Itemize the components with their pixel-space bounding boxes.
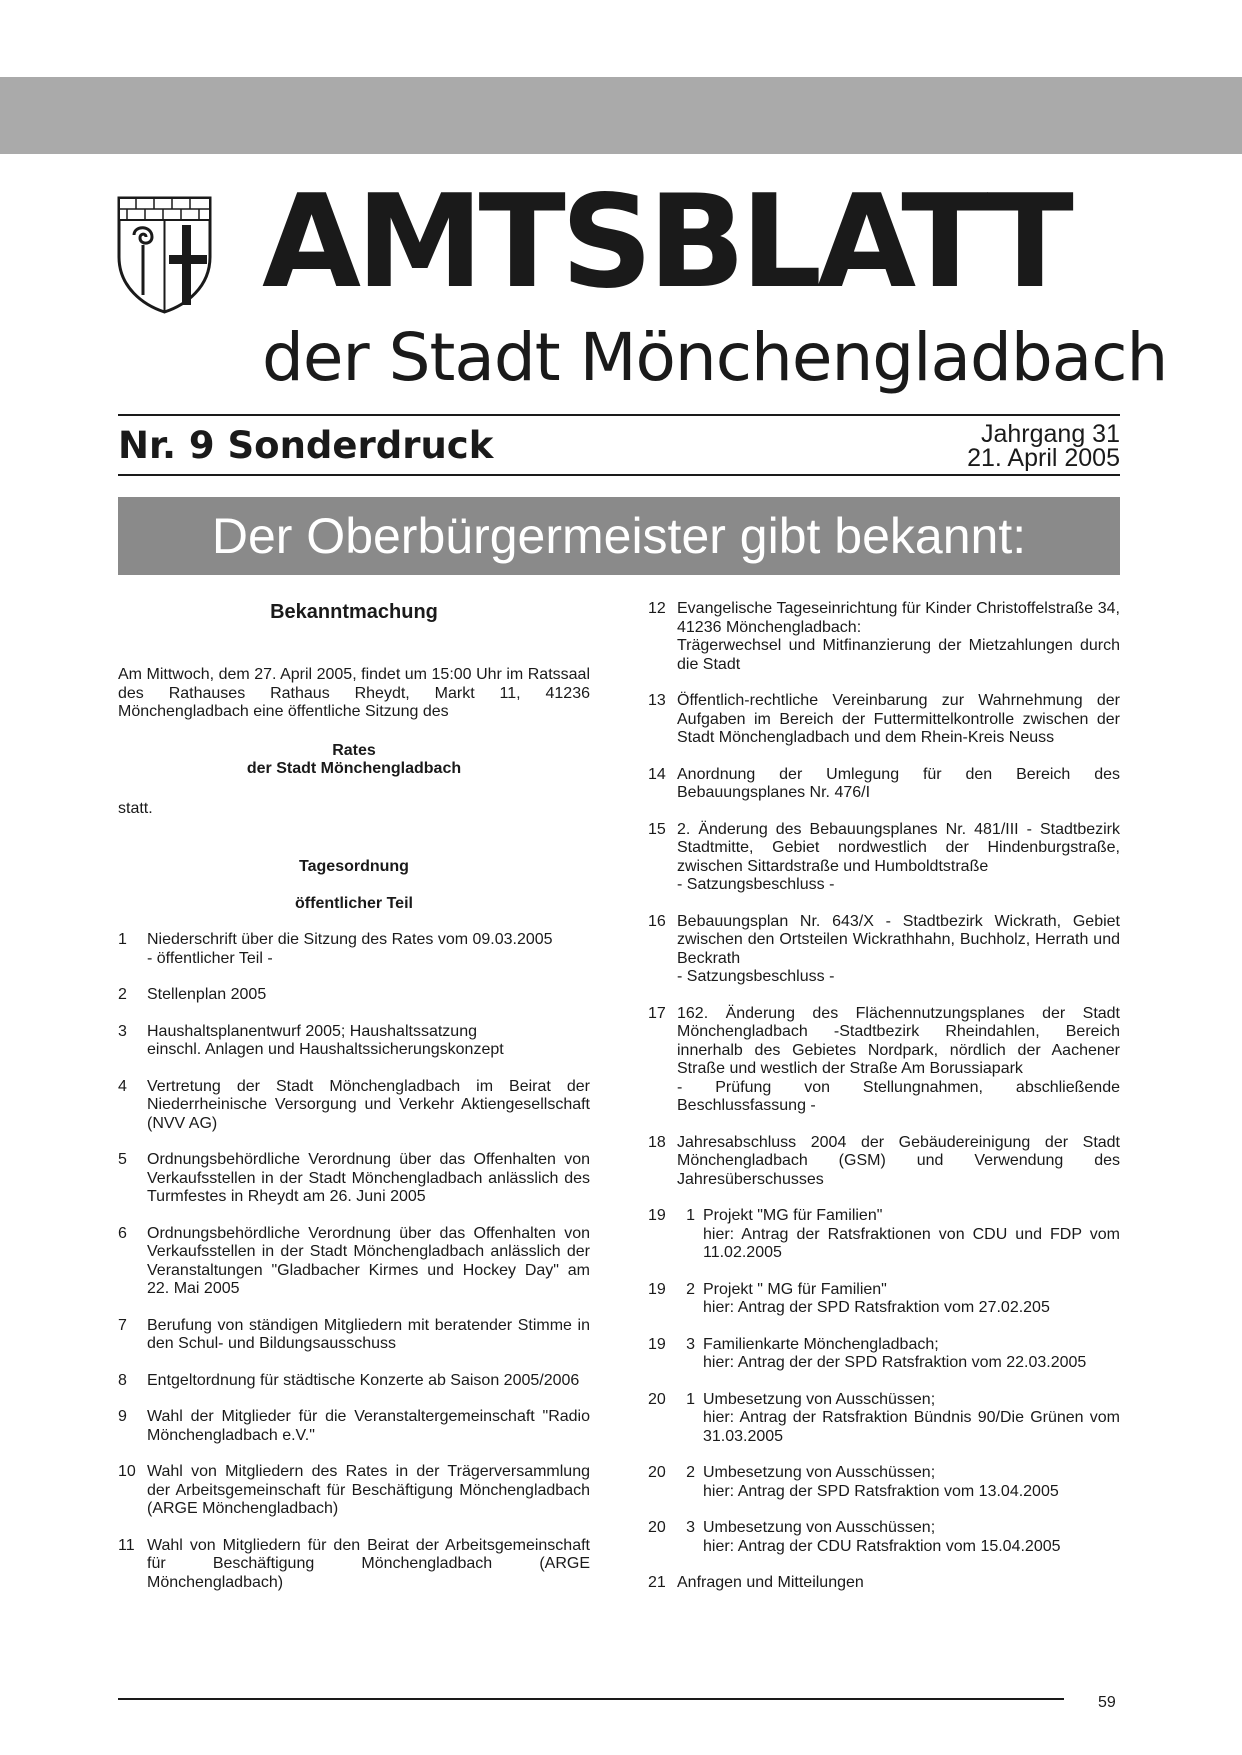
agenda-item-body xyxy=(677,1464,1120,1501)
agenda-item-number: 20 xyxy=(648,1390,666,1408)
city-crest-icon xyxy=(116,195,213,315)
agenda-item-number: 3 xyxy=(118,1022,127,1040)
agenda-item-body xyxy=(677,1391,1120,1447)
agenda-item-body xyxy=(677,1281,1120,1318)
agenda-item-title: Haushaltsplanentwurf 2005; Haushaltssatzung xyxy=(147,1022,477,1040)
agenda-item xyxy=(648,821,1120,895)
agenda-subitem-body xyxy=(703,1207,1120,1263)
agenda-item xyxy=(118,1151,590,1207)
page-number: 59 xyxy=(1098,1694,1116,1711)
agenda-item-title: Familienkarte Mönchengladbach; xyxy=(703,1335,939,1353)
agenda-item xyxy=(118,1225,590,1299)
council-line-2: der Stadt Mönchengladbach xyxy=(246,760,462,777)
agenda-item-title: Ordnungsbehördliche Verordnung über das Offenhalten von Verkaufsstellen in der Stadt Mönchengladbach anlässlich der Veranstaltungen "Gladbacher Kirmes und Hockey Day" am 22. Mai 2005 xyxy=(147,1224,590,1297)
agenda-item-title: Umbesetzung von Ausschüssen; xyxy=(703,1390,936,1408)
agenda-item-number: 19 xyxy=(648,1280,666,1298)
agenda-item-title: Projekt " MG für Familien" xyxy=(703,1280,887,1298)
agenda-item-detail: Trägerwechsel und Mitfinanzierung der Mietzahlungen durch die Stadt xyxy=(677,637,1120,673)
agenda-item-number: 2 xyxy=(118,986,127,1003)
agenda-item-title: Wahl der Mitglieder für die Veranstaltergemeinschaft "Radio Mönchengladbach e.V." xyxy=(147,1408,590,1444)
agenda-subitem-number: 1 xyxy=(686,1390,695,1408)
agenda-item-detail: hier: Antrag der SPD Ratsfraktion vom 27.02.205 xyxy=(703,1299,1050,1316)
agenda-subitem-number: 3 xyxy=(686,1335,695,1353)
masthead-title: AMTSBLATT xyxy=(262,168,1069,317)
agenda-item-title: Entgeltordnung für städtische Konzerte ab Saison 2005/2006 xyxy=(147,1371,580,1389)
agenda-subitem-body xyxy=(703,1336,1120,1373)
agenda-item xyxy=(118,1537,590,1593)
agenda-item-body xyxy=(147,1408,590,1445)
agenda-item-title: Anfragen und Mitteilungen xyxy=(677,1574,864,1591)
agenda-item-body xyxy=(677,1134,1120,1190)
agenda-item-body xyxy=(677,600,1120,674)
agenda-item xyxy=(648,1519,1120,1556)
agenda-item-body xyxy=(677,1207,1120,1263)
agenda-item-title: Evangelische Tageseinrichtung für Kinder Christoffelstraße 34, 41236 Mönchengladbach: xyxy=(677,600,1120,636)
agenda-item xyxy=(648,1281,1120,1318)
agenda-item-number: 14 xyxy=(648,765,666,783)
agenda-item-body xyxy=(147,1463,590,1519)
volume: Jahrgang 31 xyxy=(980,420,1120,448)
agenda-subitem-body xyxy=(703,1464,1120,1501)
agenda-item-number: 20 xyxy=(648,1519,666,1536)
agenda-item-number: 6 xyxy=(118,1224,127,1242)
top-gray-bar xyxy=(0,77,1242,154)
agenda-subitem-number: 2 xyxy=(686,1464,695,1481)
agenda-item-body xyxy=(677,913,1120,987)
agenda-item xyxy=(648,1391,1120,1447)
agenda-item-detail: - Satzungsbeschluss - xyxy=(677,876,835,893)
agenda-heading: Tagesordnung xyxy=(299,858,409,875)
issue-number: Nr. 9 Sonderdruck xyxy=(118,424,494,467)
agenda-item-number: 20 xyxy=(648,1464,666,1481)
issue-date: 21. April 2005 xyxy=(967,444,1120,472)
agenda-item xyxy=(648,1336,1120,1373)
statt-text: statt. xyxy=(118,799,153,817)
agenda-item-title: Projekt "MG für Familien" xyxy=(703,1207,883,1224)
agenda-item-title: Öffentlich-rechtliche Vereinbarung zur Wahrnehmung der Aufgaben im Bereich der Futtermittelkontrolle zwischen der Stadt Mönchengladbach und dem Rhein-Kreis Neuss xyxy=(677,692,1120,746)
agenda-item-title: Umbesetzung von Ausschüssen; xyxy=(703,1464,936,1481)
agenda-item-body xyxy=(147,1317,590,1354)
agenda-item xyxy=(648,1005,1120,1116)
agenda-item-number: 15 xyxy=(648,820,666,838)
agenda-item xyxy=(648,913,1120,987)
agenda-item-number: 17 xyxy=(648,1004,666,1022)
agenda-item xyxy=(648,1207,1120,1263)
agenda-item-detail: einschl. Anlagen und Haushaltssicherungskonzept xyxy=(147,1041,504,1058)
agenda-item-detail: hier: Antrag der CDU Ratsfraktion vom 15.04.2005 xyxy=(703,1537,1061,1555)
issue-meta xyxy=(967,422,1120,470)
notice-heading: Bekanntmachung xyxy=(270,601,438,623)
agenda-item-title: 162. Änderung des Flächennutzungsplanes der Stadt Mönchengladbach -Stadtbezirk Rheindahlen, Bereich innerhalb des Gebietes Nordpark, nördlich der Aachener Straße und westlich der Straße Am Borussiapark xyxy=(677,1004,1120,1077)
agenda-item-title: Ordnungsbehördliche Verordnung über das Offenhalten von Verkaufsstellen in der Stadt Mönchengladbach anlässlich des Turmfestes in Rheydt am 26. Juni 2005 xyxy=(147,1151,590,1205)
agenda-item xyxy=(648,1134,1120,1190)
agenda-item-body xyxy=(677,1519,1120,1556)
agenda-subitem-body xyxy=(703,1519,1120,1556)
agenda-item-body xyxy=(677,821,1120,895)
agenda-item xyxy=(118,1023,590,1060)
council-line-1: Rates xyxy=(332,741,376,759)
agenda-item xyxy=(118,986,590,1005)
agenda-item-title: Berufung von ständigen Mitgliedern mit beratender Stimme in den Schul- und Bildungsausschuss xyxy=(147,1316,590,1352)
agenda-item xyxy=(118,1463,590,1519)
agenda-item xyxy=(648,600,1120,674)
notice-intro: Am Mittwoch, dem 27. April 2005, findet um 15:00 Uhr im Ratssaal des Rathauses Rathaus Rheydt, Markt 11, 41236 Mönchengladbach eine öffentliche Sitzung des xyxy=(118,666,590,720)
agenda-subitem-number: 1 xyxy=(686,1207,695,1224)
agenda-item-detail: - öffentlicher Teil - xyxy=(147,949,273,967)
agenda-item-detail: hier: Antrag der der SPD Ratsfraktion vom 22.03.2005 xyxy=(703,1354,1087,1371)
agenda-item-body xyxy=(147,1537,590,1593)
public-part-heading: öffentlicher Teil xyxy=(295,894,413,912)
masthead-subtitle: der Stadt Mönchengladbach xyxy=(262,319,1168,396)
agenda-item-title: Wahl von Mitgliedern für den Beirat der Arbeitsgemeinschaft für Beschäftigung Mönchengladbach (ARGE Mönchengladbach) xyxy=(147,1536,590,1591)
agenda-item-body xyxy=(147,1023,590,1060)
agenda-item-body xyxy=(147,1225,590,1299)
agenda-item-detail: - Prüfung von Stellungnahmen, abschließende Beschlussfassung - xyxy=(677,1078,1120,1114)
agenda-item xyxy=(118,1372,590,1391)
agenda-item-body xyxy=(677,692,1120,748)
agenda-item xyxy=(118,931,590,968)
agenda-subitem-body xyxy=(703,1281,1120,1318)
agenda-item-body xyxy=(677,1336,1120,1373)
agenda-item-body xyxy=(147,1078,590,1134)
agenda-item-title: Wahl von Mitgliedern des Rates in der Trägerversammlung der Arbeitsgemeinschaft für Beschäftigung Mönchengladbach (ARGE Mönchengladbach) xyxy=(147,1463,590,1517)
agenda-item-body xyxy=(147,986,590,1005)
right-column xyxy=(648,600,1120,1611)
agenda-item-body xyxy=(147,1151,590,1207)
agenda-item-title: Stellenplan 2005 xyxy=(147,986,267,1003)
agenda-item-title: Jahresabschluss 2004 der Gebäudereinigung der Stadt Mönchengladbach (GSM) und Verwendung des Jahresüberschusses xyxy=(677,1133,1120,1188)
agenda-item-number: 8 xyxy=(118,1371,127,1389)
agenda-item-body xyxy=(677,1005,1120,1116)
agenda-item-body xyxy=(147,1372,590,1391)
agenda-item xyxy=(648,766,1120,803)
agenda-item-title: Anordnung der Umlegung für den Bereich des Bebauungsplanes Nr. 476/I xyxy=(677,765,1120,801)
divider xyxy=(118,474,1120,476)
agenda-list-left xyxy=(118,931,590,1592)
footer-divider xyxy=(118,1698,1064,1700)
agenda-item-detail: hier: Antrag der SPD Ratsfraktion vom 13.04.2005 xyxy=(703,1482,1059,1500)
agenda-item-title: 2. Änderung des Bebauungsplanes Nr. 481/III - Stadtbezirk Stadtmitte, Gebiet nordwestlich der Hindenburgstraße, zwischen Sittardstraße und Humboldtstraße xyxy=(677,820,1120,875)
agenda-item xyxy=(648,1464,1120,1501)
agenda-item-number: 11 xyxy=(118,1536,135,1554)
agenda-item-number: 9 xyxy=(118,1408,127,1425)
agenda-item-number: 10 xyxy=(118,1463,136,1480)
agenda-item xyxy=(648,1574,1120,1593)
agenda-subitem-number: 3 xyxy=(686,1519,695,1536)
agenda-item-number: 12 xyxy=(648,600,666,617)
agenda-item-number: 19 xyxy=(648,1207,666,1224)
agenda-item-number: 21 xyxy=(648,1574,666,1591)
agenda-item-number: 1 xyxy=(118,931,127,948)
agenda-item-number: 7 xyxy=(118,1316,127,1334)
agenda-item-body xyxy=(677,1574,1120,1593)
agenda-item-number: 5 xyxy=(118,1151,127,1168)
agenda-item xyxy=(118,1078,590,1134)
agenda-item-number: 18 xyxy=(648,1133,666,1151)
agenda-list-right xyxy=(648,600,1120,1593)
agenda-item-body xyxy=(147,931,590,968)
agenda-item-detail: hier: Antrag der Ratsfraktionen von CDU und FDP vom 11.02.2005 xyxy=(703,1225,1120,1261)
agenda-item-number: 13 xyxy=(648,692,666,709)
agenda-item-title: Niederschrift über die Sitzung des Rates vom 09.03.2005 xyxy=(147,931,553,948)
agenda-subitem-number: 2 xyxy=(686,1280,695,1298)
agenda-item-title: Umbesetzung von Ausschüssen; xyxy=(703,1519,936,1536)
agenda-item xyxy=(648,692,1120,748)
agenda-item-number: 19 xyxy=(648,1335,666,1353)
agenda-subitem-body xyxy=(703,1391,1120,1447)
agenda-item-title: Bebauungsplan Nr. 643/X - Stadtbezirk Wickrath, Gebiet zwischen den Ortsteilen Wickrathhahn, Buchholz, Herrath und Beckrath xyxy=(677,912,1120,967)
agenda-item-number: 16 xyxy=(648,912,666,930)
divider xyxy=(118,414,1120,416)
agenda-item-title: Vertretung der Stadt Mönchengladbach im Beirat der Niederrheinische Versorgung und Verkehr Aktiengesellschaft (NVV AG) xyxy=(147,1077,590,1132)
agenda-item xyxy=(118,1317,590,1354)
agenda-item-number: 4 xyxy=(118,1077,127,1095)
agenda-item-detail: hier: Antrag der Ratsfraktion Bündnis 90/Die Grünen vom 31.03.2005 xyxy=(703,1409,1120,1445)
left-column xyxy=(118,600,590,1610)
announcement-banner: Der Oberbürgermeister gibt bekannt: xyxy=(118,497,1120,575)
agenda-item-body xyxy=(677,766,1120,803)
agenda-item-detail: - Satzungsbeschluss - xyxy=(677,968,835,985)
agenda-item xyxy=(118,1408,590,1445)
